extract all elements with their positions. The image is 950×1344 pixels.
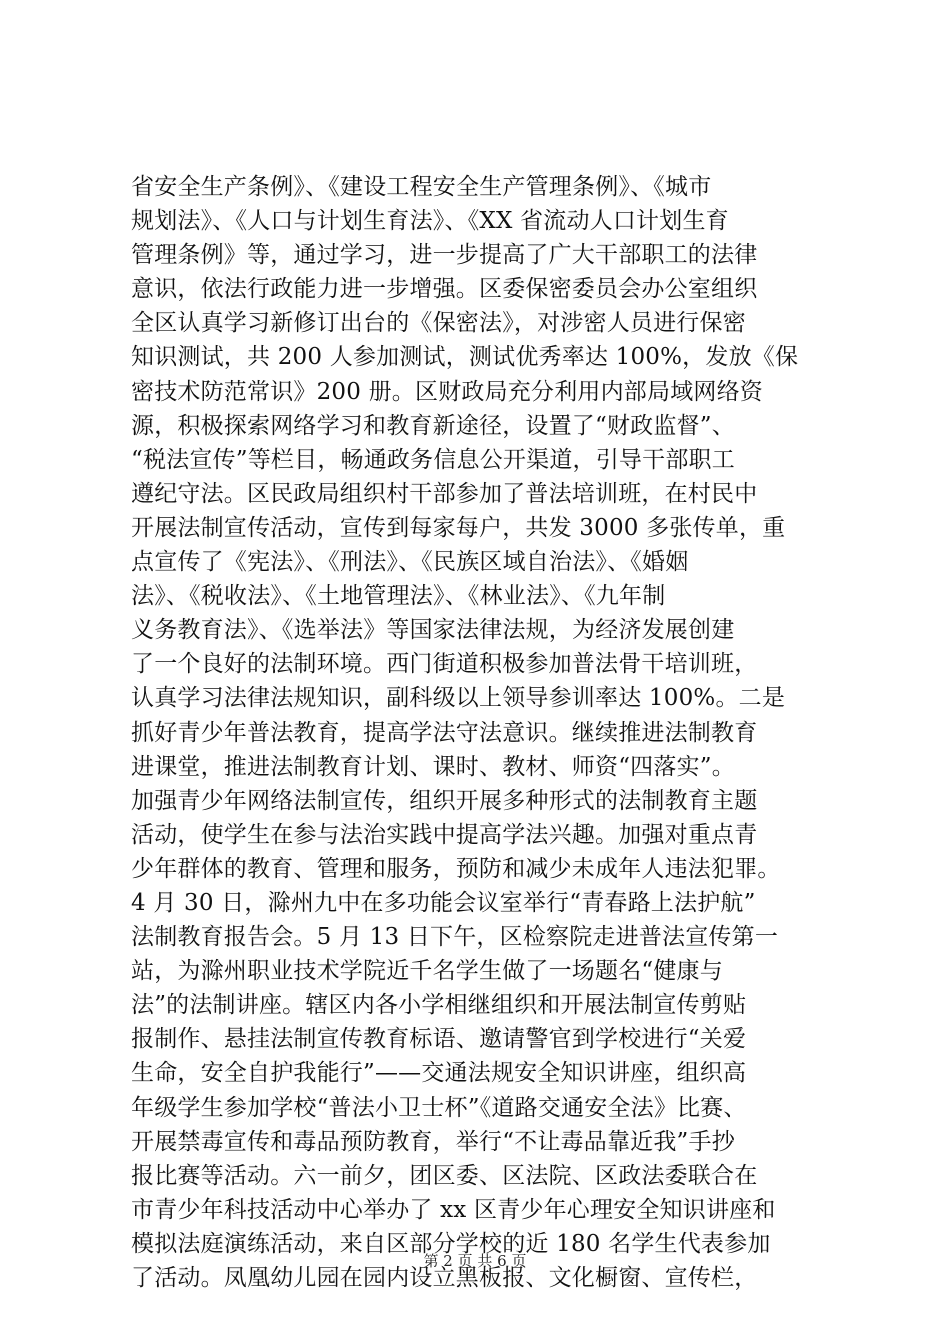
text-line: 生命，安全自护我能行”——交通法规安全知识讲座，组织高 xyxy=(131,1060,747,1087)
text-line: 抓好青少年普法教育，提高学法守法意识。继续推进法制教育 xyxy=(131,719,758,746)
text-line: 开展法制宣传活动，宣传到每家每户，共发 3000 多张传单，重 xyxy=(131,514,786,541)
text-line: 认真学习法律法规知识，副科级以上领导参训率达 100%。二是 xyxy=(131,685,786,712)
text-line: 意识，依法行政能力进一步增强。区委保密委员会办公室组织 xyxy=(131,276,758,303)
text-line: 点宣传了《宪法》、《刑法》、《民族区域自治法》、《婚姻 xyxy=(131,549,689,576)
text-line: 源，积极探索网络学习和教育新途径，设置了“财政监督”、 xyxy=(131,412,735,439)
text-line: 少年群体的教育、管理和服务，预防和减少未成年人违法犯罪。 xyxy=(131,855,781,882)
text-line: 加强青少年网络法制宣传，组织开展多种形式的法制教育主题 xyxy=(131,787,758,814)
text-line: 年级学生参加学校“普法小卫士杯”《道路交通安全法》比赛、 xyxy=(131,1094,747,1121)
text-line: 省安全生产条例》、《建设工程安全生产管理条例》、《城市 xyxy=(131,174,712,200)
text-line: 模拟法庭演练活动，来自区部分学校的近 180 名学生代表参加 xyxy=(131,1230,771,1257)
text-line: “税法宣传”等栏目，畅通政务信息公开渠道，引导干部职工 xyxy=(131,446,735,473)
text-line: 密技术防范常识》200 册。区财政局充分利用内部局域网络资 xyxy=(131,378,764,405)
text-line: 了活动。凤凰幼儿园在园内设立黑板报、文化橱窗、宣传栏， xyxy=(131,1265,758,1291)
text-line: 法制教育报告会。5 月 13 日下午，区检察院走进普法宣传第一 xyxy=(131,924,779,951)
text-line: 义务教育法》、《选举法》等国家法律法规，为经济发展创建 xyxy=(131,617,735,644)
text-line: 报比赛等活动。六一前夕，团区委、区法院、区政法委联合在 xyxy=(131,1162,758,1189)
text-line: 规划法》、《人口与计划生育法》、《XX 省流动人口计划生育 xyxy=(131,208,729,235)
text-line: 全区认真学习新修订出台的《保密法》，对涉密人员进行保密 xyxy=(131,310,746,337)
text-line: 活动，使学生在参与法治实践中提高学法兴趣。加强对重点青 xyxy=(131,821,758,848)
text-line: 4 月 30 日，滁州九中在多功能会议室举行“青春路上法护航” xyxy=(131,889,756,916)
text-line: 管理条例》等，通过学习，进一步提高了广大干部职工的法律 xyxy=(131,242,758,269)
text-line: 站，为滁州职业技术学院近千名学生做了一场题名“健康与 xyxy=(131,958,723,985)
text-line: 法》、《税收法》、《土地管理法》、《林业法》、《九年制 xyxy=(131,583,666,610)
text-line: 进课堂，推进法制教育计划、课时、教材、师资“四落实”。 xyxy=(131,753,735,780)
text-line: 了一个良好的法制环境。西门街道积极参加普法骨干培训班， xyxy=(131,651,758,678)
text-line: 开展禁毒宣传和毒品预防教育，举行“不让毒品靠近我”手抄 xyxy=(131,1128,735,1155)
text-line: 遵纪守法。区民政局组织村干部参加了普法培训班，在村民中 xyxy=(131,480,758,507)
text-line: 知识测试，共 200 人参加测试，测试优秀率达 100%，发放《保 xyxy=(131,344,799,371)
page-number-footer: 第 2 页 共 6 页 xyxy=(423,1252,527,1270)
text-line: 报制作、悬挂法制宣传教育标语、邀请警官到学校进行“关爱 xyxy=(131,1026,747,1053)
text-line: 市青少年科技活动中心举办了 xx 区青少年心理安全知识讲座和 xyxy=(131,1196,776,1223)
text-line: 法”的法制讲座。辖区内各小学相继组织和开展法制宣传剪贴 xyxy=(131,992,747,1019)
document-body xyxy=(131,170,831,1295)
